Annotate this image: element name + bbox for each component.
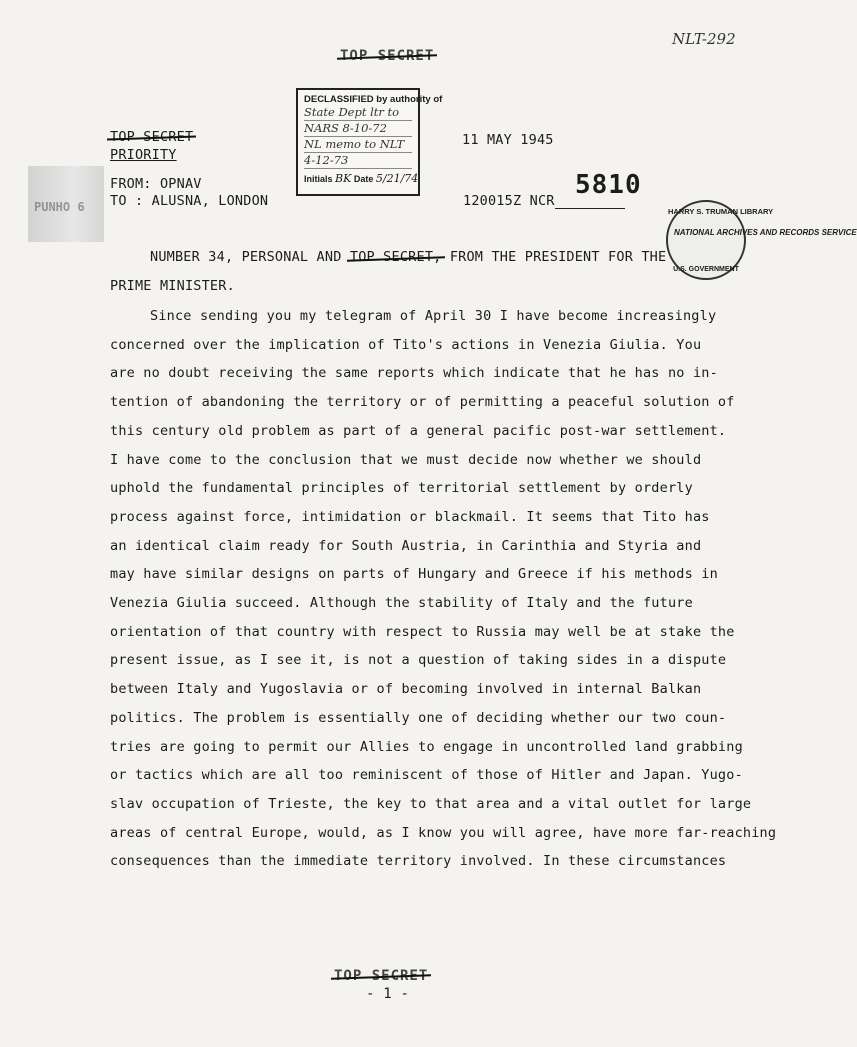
- body-line: orientation of that country with respect to Russia may well be at stake the: [110, 623, 735, 640]
- headline-struck: TOP SECRET,: [350, 243, 442, 272]
- to-line: [110, 193, 268, 209]
- classification-struck: TOP SECRET: [110, 129, 194, 145]
- declass-label: DECLASSIFIED by authority of: [304, 94, 443, 105]
- from-value: OPNAV: [159, 176, 202, 192]
- declass-line-2: NARS 8-10-72: [304, 121, 412, 137]
- to-label: TO :: [110, 193, 144, 209]
- classification-block: [110, 128, 193, 164]
- tape-strip: [28, 166, 104, 242]
- to-value: ALUSNA, LONDON: [151, 193, 269, 209]
- body-line: this century old problem as part of a general pacific post-war settlement.: [110, 422, 727, 439]
- message-number-underline: [555, 208, 625, 209]
- body-line: areas of central Europe, would, as I know you will agree, have more far-reaching: [110, 824, 777, 841]
- message-headline: [110, 243, 666, 301]
- body-line: concerned over the implication of Tito's actions in Venezia Giulia. You: [110, 336, 702, 353]
- initials-value: BK: [335, 172, 352, 185]
- body-line: Venezia Giulia succeed. Although the stability of Italy and the future: [110, 595, 693, 612]
- declass-initials-row: [304, 172, 419, 185]
- body-line: tention of abandoning the territory or of permitting a peaceful solution of: [110, 394, 735, 411]
- struck-classification: TOP SECRET: [340, 48, 435, 64]
- seal-ring-text: HARRY S. TRUMAN LIBRARY: [668, 207, 774, 216]
- body-line: politics. The problem is essentially one of deciding whether our two coun-: [110, 709, 727, 726]
- seal-bottom-text: U.S. GOVERNMENT: [673, 266, 739, 273]
- body-line: or tactics which are all too reminiscent of those of Hitler and Japan. Yugo-: [110, 767, 743, 784]
- body-line: are no doubt receiving the same reports which indicate that he has no in-: [110, 365, 718, 382]
- body-line: an identical claim ready for South Austria, in Carinthia and Styria and: [110, 537, 702, 554]
- date-time-group: 120015Z NCR: [463, 193, 555, 209]
- archive-reference-annotation: NLT-292: [672, 30, 736, 48]
- footer-struck-classification: TOP SECRET: [334, 968, 429, 984]
- headline-suffix: FROM THE PRESIDENT FOR THE: [449, 249, 667, 265]
- body-line: uphold the fundamental principles of territorial settlement by orderly: [110, 480, 693, 497]
- body-line: I have come to the conclusion that we must decide now whether we should: [110, 451, 702, 468]
- page-number: - 1 -: [366, 986, 410, 1002]
- tape-text: PUNHO 6: [34, 200, 85, 214]
- body-line: between Italy and Yugoslavia or of becoming involved in internal Balkan: [110, 681, 702, 698]
- body-line: process against force, intimidation or blackmail. It seems that Tito has: [110, 508, 710, 525]
- message-body: [110, 302, 776, 876]
- body-line: consequences than the immediate territory involved. In these circumstances: [110, 853, 727, 870]
- initials-label: Initials: [304, 174, 333, 184]
- body-line: may have similar designs on parts of Hungary and Greece if his methods in: [110, 566, 718, 583]
- declass-line-4: 4-12-73: [304, 153, 412, 169]
- declassification-stamp: [296, 88, 443, 196]
- declass-line-3: NL memo to NLT: [304, 137, 412, 153]
- body-line: slav occupation of Trieste, the key to that area and a vital outlet for large: [110, 795, 752, 812]
- precedence: PRIORITY: [110, 147, 177, 163]
- archive-seal: [666, 200, 857, 280]
- body-line: present issue, as I see it, is not a question of taking sides in a dispute: [110, 652, 727, 669]
- header-classification: [340, 48, 434, 64]
- seal-center-text: NATIONAL ARCHIVES AND RECORDS SERVICE: [674, 228, 857, 237]
- headline-line-2: PRIME MINISTER.: [110, 278, 235, 294]
- from-line: [110, 176, 202, 192]
- declass-date-value: 5/21/74: [375, 172, 419, 185]
- message-date: 11 MAY 1945: [462, 132, 554, 148]
- headline-line-1: [110, 243, 666, 272]
- headline-prefix: NUMBER 34, PERSONAL AND: [150, 249, 342, 265]
- message-number: 5810: [575, 170, 642, 200]
- footer-classification: [334, 968, 428, 984]
- declass-line-1: State Dept ltr to: [304, 105, 412, 121]
- from-label: FROM:: [110, 176, 152, 192]
- body-line: tries are going to permit our Allies to engage in uncontrolled land grabbing: [110, 738, 743, 755]
- date-label: Date: [353, 174, 374, 184]
- body-line: Since sending you my telegram of April 30 I have become increasingly: [150, 308, 717, 324]
